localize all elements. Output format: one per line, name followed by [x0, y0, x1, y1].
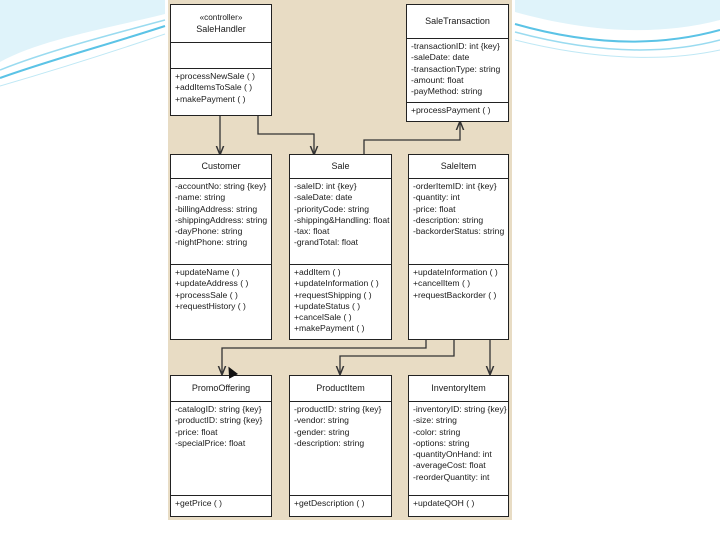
attribute: -accountNo: string {key}	[175, 181, 267, 191]
class-salehandler-header	[171, 5, 271, 43]
class-customer-header	[171, 155, 271, 179]
operation: +updateStatus ( )	[294, 300, 361, 311]
operations-compartment	[409, 496, 508, 511]
attribute: -transactionID: int {key}	[411, 41, 500, 51]
operation: +makePayment ( )	[294, 323, 365, 334]
attributes-compartment	[171, 179, 271, 265]
class-name: Customer	[201, 160, 241, 171]
class-inventoryitem[interactable]	[408, 375, 509, 517]
attributes-compartment	[171, 402, 271, 496]
operation: +updateInformation ( )	[413, 267, 498, 277]
attributes-compartment	[290, 179, 391, 265]
attribute: -gender: string	[294, 426, 350, 437]
attribute: -dayPhone: string	[175, 226, 243, 237]
attribute: -description: string	[294, 437, 365, 448]
class-name: PromoOffering	[191, 382, 251, 393]
operation: +makePayment ( )	[175, 93, 246, 104]
attribute: -specialPrice: float	[175, 437, 246, 448]
class-name: Sale	[331, 160, 350, 171]
operation: +requestHistory ( )	[175, 300, 246, 311]
operation: +getPrice ( )	[175, 498, 223, 508]
class-customer[interactable]	[170, 154, 272, 340]
class-name: SaleItem	[440, 160, 477, 171]
class-productitem-header	[290, 376, 391, 402]
operations-compartment	[171, 69, 271, 107]
operation: +processNewSale ( )	[175, 71, 255, 81]
class-name: ProductItem	[316, 382, 365, 393]
operations-compartment	[171, 496, 271, 511]
operation: +processSale ( )	[175, 289, 238, 300]
attribute: -quantityOnHand: int	[413, 449, 492, 460]
attribute: -nightPhone: string	[175, 237, 248, 248]
attributes-compartment	[409, 402, 508, 496]
class-salehandler[interactable]	[170, 4, 272, 116]
class-name: SaleHandler	[196, 23, 246, 34]
line-saleitem-product	[340, 340, 454, 374]
attribute: -quantity: int	[413, 192, 460, 203]
operation: +addItemsToSale ( )	[175, 82, 253, 93]
attribute: -color: string	[413, 426, 461, 437]
attribute: -inventoryID: string {key}	[413, 404, 507, 414]
attribute: -name: string	[175, 192, 226, 203]
class-sale-header	[290, 155, 391, 179]
attribute: -size: string	[413, 415, 457, 426]
operations-compartment	[290, 265, 391, 337]
class-saleitem-header	[409, 155, 508, 179]
operation: +updateQOH ( )	[413, 498, 475, 508]
stereotype-label: «controller»	[199, 13, 243, 23]
attribute: -vendor: string	[294, 415, 349, 426]
attributes-compartment	[407, 39, 508, 103]
operation: +processPayment ( )	[411, 105, 491, 115]
operations-compartment	[290, 496, 391, 511]
line-sale-saletransaction	[364, 122, 460, 154]
line-salehandler-sale	[258, 116, 314, 154]
attribute: -backorderStatus: string	[413, 226, 505, 237]
class-saletransaction[interactable]	[406, 4, 509, 122]
operation: +cancelSale ( )	[294, 312, 352, 323]
class-sale[interactable]	[289, 154, 392, 340]
attributes-compartment	[171, 43, 271, 69]
attribute: -tax: float	[294, 226, 330, 237]
class-name: SaleTransaction	[425, 15, 490, 26]
operation: +updateInformation ( )	[294, 278, 379, 289]
class-saleitem[interactable]	[408, 154, 509, 340]
line-saleitem-promo	[222, 340, 426, 374]
class-productitem[interactable]	[289, 375, 392, 517]
attributes-compartment	[409, 179, 508, 265]
attribute: -orderItemID: int {key}	[413, 181, 497, 191]
operations-compartment	[407, 103, 508, 118]
attribute: -transactionType: string	[411, 63, 501, 74]
attribute: -billingAddress: string	[175, 203, 258, 214]
operations-compartment	[409, 265, 508, 303]
operation: +requestShipping ( )	[294, 289, 372, 300]
attribute: -productID: string {key}	[294, 404, 382, 414]
attribute: -price: float	[413, 203, 456, 214]
operations-compartment	[171, 265, 271, 314]
operation: +requestBackorder ( )	[413, 289, 497, 300]
attribute: -description: string	[413, 214, 484, 225]
attribute: -catalogID: string {key}	[175, 404, 262, 414]
attribute: -saleDate: date	[294, 192, 353, 203]
attribute: -options: string	[413, 437, 470, 448]
operation: +getDescription ( )	[294, 498, 365, 508]
attribute: -reorderQuantity: int	[413, 471, 490, 482]
class-promooffering[interactable]	[170, 375, 272, 517]
attribute: -payMethod: string	[411, 86, 483, 97]
attribute: -price: float	[175, 426, 218, 437]
attribute: -productID: string {key}	[175, 415, 263, 426]
attribute: -amount: float	[411, 74, 464, 85]
operation: +updateName ( )	[175, 267, 240, 277]
attribute: -shippingAddress: string	[175, 214, 268, 225]
operation: +addItem ( )	[294, 267, 341, 277]
attribute: -saleID: int {key}	[294, 181, 357, 191]
operation: +cancelItem ( )	[413, 278, 471, 289]
class-inventoryitem-header	[409, 376, 508, 402]
class-saletransaction-header	[407, 5, 508, 39]
attribute: -priorityCode: string	[294, 203, 369, 214]
attribute: -grandTotal: float	[294, 237, 359, 248]
operation: +updateAddress ( )	[175, 278, 249, 289]
attributes-compartment	[290, 402, 391, 496]
attribute: -shipping&Handling: float	[294, 214, 390, 225]
attribute: -saleDate: date	[411, 52, 470, 63]
class-promooffering-header	[171, 376, 271, 402]
class-name: InventoryItem	[431, 382, 486, 393]
attribute: -averageCost: float	[413, 460, 486, 471]
